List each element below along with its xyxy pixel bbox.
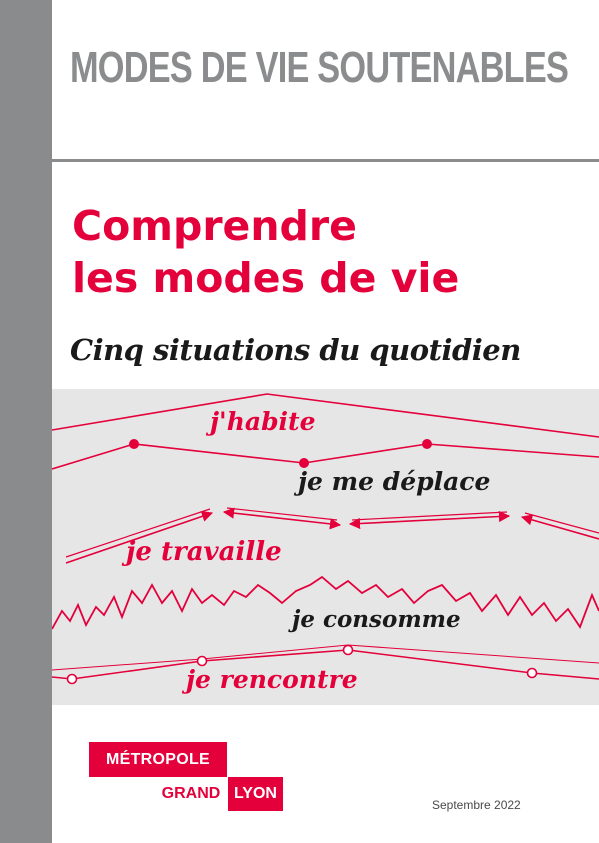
series-title: MODES DE VIE SOUTENABLES: [70, 43, 569, 92]
left-grey-bar: [0, 0, 52, 843]
logo-grand: GRAND: [161, 785, 221, 802]
line-habite: [52, 394, 599, 437]
main-title-line-1: Comprendre: [72, 202, 357, 250]
logo-lyon: LYON: [228, 777, 283, 811]
ring-4: [528, 669, 537, 678]
situations-illustration: [52, 389, 599, 705]
situation-habite: j'habite: [210, 407, 316, 436]
main-title-line-2: les modes de vie: [72, 254, 460, 302]
arrow-4: [522, 517, 599, 539]
publication-date: Septembre 2022: [432, 798, 521, 812]
situation-rencontre: je rencontre: [186, 665, 358, 694]
situation-travaille: je travaille: [126, 537, 282, 567]
logo-metropole: MÉTROPOLE: [89, 742, 227, 777]
title-divider: [52, 159, 599, 162]
ring-3: [344, 646, 353, 655]
situation-consomme: je consomme: [292, 606, 461, 633]
subtitle: Cinq situations du quotidien: [70, 333, 521, 367]
dot-1: [129, 439, 139, 449]
main-title: [72, 200, 572, 304]
situation-deplace: je me déplace: [298, 467, 491, 496]
arrow-3: [350, 516, 509, 524]
ring-1: [68, 675, 77, 684]
dot-3: [422, 439, 432, 449]
